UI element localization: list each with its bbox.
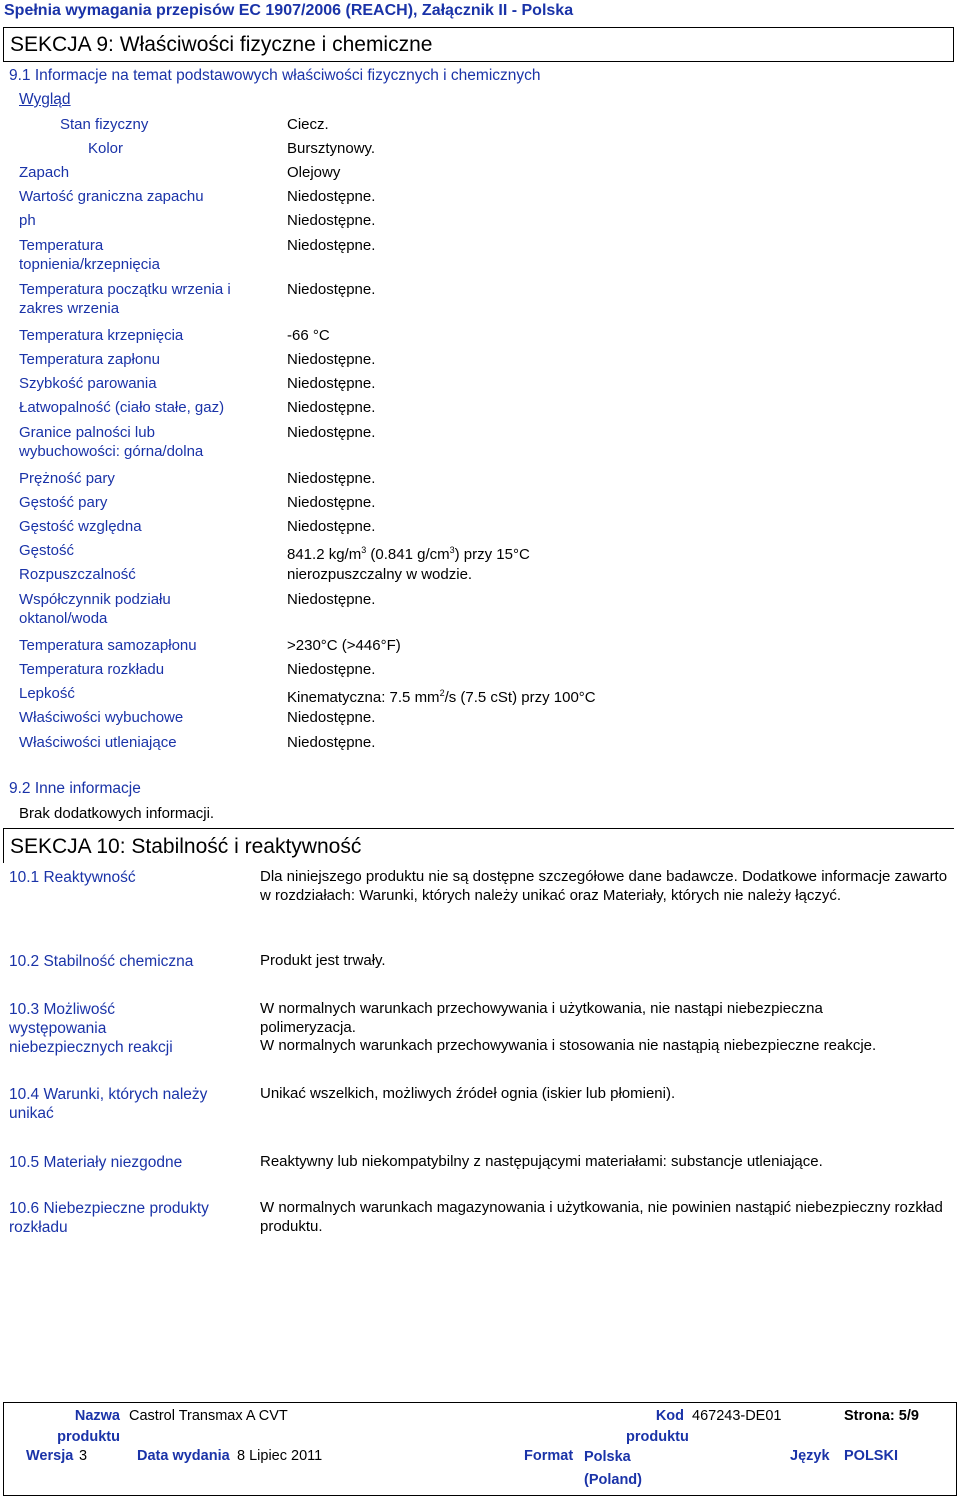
property-label: Temperatura początku wrzenia i zakres wrzenia bbox=[19, 281, 231, 317]
property-value: >230°C (>446°F) bbox=[287, 637, 401, 654]
property-value: Niedostępne. bbox=[287, 518, 376, 535]
property-value: Bursztynowy. bbox=[287, 140, 376, 157]
property-label: Łatwopalność (ciało stałe, gaz) bbox=[19, 399, 225, 416]
property-label: ph bbox=[19, 212, 36, 229]
property-label: Temperatura zapłonu bbox=[19, 351, 160, 368]
property-label: Gęstość pary bbox=[19, 494, 108, 511]
footer-date-value: 8 Lipiec 2011 bbox=[237, 1448, 323, 1464]
footer-version-value: 3 bbox=[79, 1448, 88, 1464]
viscosity-value: Kinematyczna: 7.5 $mm^2/s$ (7.5 cSt) przy 100°C bbox=[287, 688, 596, 706]
footer-lang-label: Język bbox=[790, 1448, 830, 1464]
property-value: Niedostępne. bbox=[287, 375, 376, 392]
s10-value: W normalnych warunkach przechowywania i użytkowania, nie nastąpi niebezpieczna polimeryzacja. bbox=[260, 1000, 823, 1036]
property-label: Prężność pary bbox=[19, 470, 115, 487]
s10-label: 10.3 Możliwość występowania niebezpiecznych reakcji bbox=[9, 1001, 173, 1056]
section-9-2-heading: 9.2 Inne informacje bbox=[9, 780, 141, 797]
s10-label: 10.2 Stabilność chemiczna bbox=[9, 953, 194, 970]
section-9-title: SEKCJA 9: Właściwości fizyczne i chemiczne bbox=[3, 27, 954, 62]
property-label: Właściwości wybuchowe bbox=[19, 709, 184, 726]
s10-value: W normalnych warunkach magazynowania i użytkowania, nie powinien nastąpić niebezpieczny rozkład produktu. bbox=[260, 1199, 943, 1235]
section-9-1-heading: 9.1 Informacje na temat podstawowych właściwości fizycznych i chemicznych bbox=[9, 67, 541, 84]
footer-format-value: Polska (Poland) bbox=[584, 1449, 642, 1488]
property-value: Niedostępne. bbox=[287, 424, 376, 441]
s10-value: Dla niniejszego produktu nie są dostępne szczegółowe dane badawcze. Dodatkowe informacje zawarto w rozdziałach: Warunki, których należy unikać oraz Materiały, których nie należy łączyć. bbox=[260, 868, 948, 904]
footer-code-value: 467243-DE01 bbox=[692, 1408, 782, 1424]
property-value: Niedostępne. bbox=[287, 470, 376, 487]
property-value: Niedostępne. bbox=[287, 494, 376, 511]
property-label: Temperatura topnienia/krzepnięcia bbox=[19, 237, 160, 273]
property-label: Wartość graniczna zapachu bbox=[19, 188, 204, 205]
property-value: Niedostępne. bbox=[287, 351, 376, 368]
footer-code-label: Kod produktu bbox=[626, 1408, 689, 1445]
footer-date-label: Data wydania bbox=[137, 1448, 230, 1464]
property-label: Gęstość bbox=[19, 542, 75, 559]
property-label: Zapach bbox=[19, 164, 70, 181]
s10-value: Produkt jest trwały. bbox=[260, 952, 386, 969]
property-label: Granice palności lub wybuchowości: górna/dolna bbox=[19, 424, 204, 460]
appearance-heading: Wygląd bbox=[19, 91, 71, 108]
s10-value-2: W normalnych warunkach przechowywania i stosowania nie nastąpią niebezpieczne reakcje. bbox=[260, 1037, 877, 1054]
property-value: Niedostępne. bbox=[287, 734, 376, 751]
s10-value: Unikać wszelkich, możliwych źródeł ognia (iskier lub płomieni). bbox=[260, 1085, 676, 1102]
property-value: nierozpuszczalny w wodzie. bbox=[287, 566, 473, 583]
footer-version-label: Wersja bbox=[26, 1448, 74, 1464]
property-value: Niedostępne. bbox=[287, 281, 376, 298]
property-value: -66 °C bbox=[287, 327, 330, 344]
property-label: Gęstość względna bbox=[19, 518, 142, 535]
property-value: Niedostępne. bbox=[287, 212, 376, 229]
s10-label: 10.4 Warunki, których należy unikać bbox=[9, 1086, 208, 1122]
footer-page: Strona: 5/9 bbox=[844, 1408, 919, 1424]
property-value: Niedostępne. bbox=[287, 399, 376, 416]
property-label: Szybkość parowania bbox=[19, 375, 157, 392]
density-value: 841.2 $kg/m^3$ (0.841 $g/cm^3$) przy 15°C bbox=[287, 545, 530, 563]
document-footer bbox=[3, 1402, 957, 1496]
property-value: Ciecz. bbox=[287, 116, 329, 133]
property-label: Współczynnik podziału oktanol/woda bbox=[19, 591, 171, 627]
property-label: Lepkość bbox=[19, 685, 75, 702]
property-value: Niedostępne. bbox=[287, 709, 376, 726]
footer-lang-value: POLSKI bbox=[844, 1448, 898, 1464]
property-value: Olejowy bbox=[287, 164, 341, 181]
property-label: Temperatura rozkładu bbox=[19, 661, 165, 678]
property-value: Niedostępne. bbox=[287, 188, 376, 205]
section-10-title: SEKCJA 10: Stabilność i reaktywność bbox=[3, 828, 954, 863]
property-value: Niedostępne. bbox=[287, 661, 376, 678]
property-label: Stan fizyczny bbox=[60, 116, 149, 133]
property-label: Temperatura samozapłonu bbox=[19, 637, 197, 654]
regulation-header: Spełnia wymagania przepisów EC 1907/2006 (REACH), Załącznik II - Polska bbox=[4, 2, 574, 19]
property-value: Niedostępne. bbox=[287, 237, 376, 254]
property-label: Właściwości utleniające bbox=[19, 734, 177, 751]
footer-format-label: Format bbox=[524, 1448, 574, 1464]
section-9-2-text: Brak dodatkowych informacji. bbox=[19, 805, 215, 822]
s10-label: 10.1 Reaktywność bbox=[9, 869, 136, 886]
footer-name-label: Nazwa produktu bbox=[57, 1408, 120, 1445]
footer-name-value: Castrol Transmax A CVT bbox=[129, 1408, 288, 1424]
s10-value: Reaktywny lub niekompatybilny z następującymi materiałami: substancje utleniające. bbox=[260, 1153, 823, 1170]
property-label: Kolor bbox=[88, 140, 124, 157]
s10-label: 10.5 Materiały niezgodne bbox=[9, 1154, 183, 1171]
property-label: Rozpuszczalność bbox=[19, 566, 136, 583]
s10-label: 10.6 Niebezpieczne produkty rozkładu bbox=[9, 1200, 209, 1236]
property-value: Niedostępne. bbox=[287, 591, 376, 608]
property-label: Temperatura krzepnięcia bbox=[19, 327, 184, 344]
